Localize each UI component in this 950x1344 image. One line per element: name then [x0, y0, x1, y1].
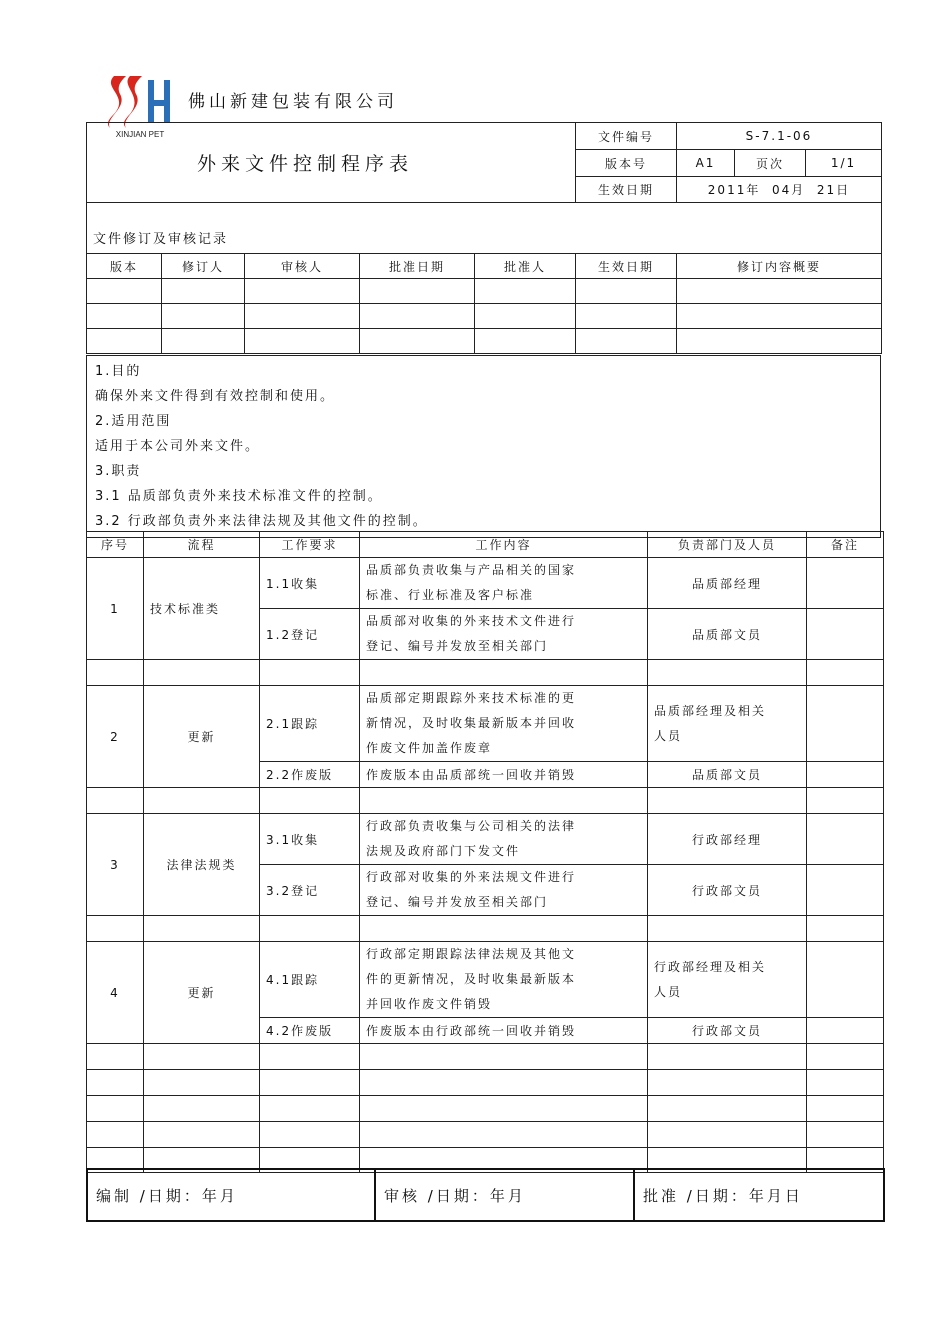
step-flow: 更新	[144, 942, 260, 1044]
revision-table	[86, 202, 882, 354]
col-content: 工作内容	[360, 532, 648, 558]
step-content: 品质部负责收集与产品相关的国家 标准、行业标准及客户标准	[360, 558, 648, 609]
step-department: 行政部文员	[648, 865, 807, 916]
step-flow: 技术标准类	[144, 558, 260, 660]
step-content: 行政部对收集的外来法规文件进行 登记、编号并发放至相关部门	[360, 865, 648, 916]
rev-col-version: 版本	[87, 254, 162, 279]
col-requirement: 工作要求	[260, 532, 360, 558]
doc-no-label: 文件编号	[576, 123, 677, 150]
date-value: 2011年 04月 21日	[677, 177, 882, 203]
document-title: 外来文件控制程序表	[87, 123, 576, 203]
table-row	[87, 686, 884, 762]
table-row	[87, 558, 884, 609]
table-row	[87, 304, 882, 329]
step-content: 行政部负责收集与公司相关的法律 法规及政府部门下发文件	[360, 814, 648, 865]
step-content: 品质部对收集的外来技术文件进行 登记、编号并发放至相关部门	[360, 609, 648, 660]
rev-col-approver: 批准人	[475, 254, 576, 279]
step-department: 品质部文员	[648, 762, 807, 788]
page-label: 页次	[735, 150, 806, 177]
date-label: 生效日期	[576, 177, 677, 203]
company-name: 佛山新建包装有限公司	[188, 92, 398, 112]
step-flow: 更新	[144, 686, 260, 788]
col-flow: 流程	[144, 532, 260, 558]
table-row	[87, 788, 884, 814]
step-requirement: 3.2登记	[260, 865, 360, 916]
scope-heading: 2.适用范围	[95, 414, 172, 429]
step-requirement: 2.2作废版	[260, 762, 360, 788]
step-requirement: 1.2登记	[260, 609, 360, 660]
step-requirement: 4.1跟踪	[260, 942, 360, 1018]
step-no: 3	[87, 814, 144, 916]
table-row	[87, 1122, 884, 1148]
step-department: 品质部经理及相关 人员	[648, 686, 807, 762]
purpose-scope-section	[86, 355, 881, 538]
version-value: A1	[677, 150, 735, 177]
col-department: 负责部门及人员	[648, 532, 807, 558]
table-row	[87, 916, 884, 942]
purpose-text: 确保外来文件得到有效控制和使用。	[95, 389, 336, 404]
col-no: 序号	[87, 532, 144, 558]
page-value: 1/1	[806, 150, 882, 177]
table-row	[87, 1070, 884, 1096]
rev-col-reviser: 修订人	[162, 254, 245, 279]
col-remark: 备注	[807, 532, 884, 558]
step-requirement: 4.2作废版	[260, 1018, 360, 1044]
rev-col-approve-date: 批准日期	[360, 254, 475, 279]
table-row	[87, 814, 884, 865]
step-requirement: 3.1收集	[260, 814, 360, 865]
duty-item-2: 3.2 行政部负责外来法律法规及其他文件的控制。	[95, 514, 428, 529]
table-row	[87, 1044, 884, 1070]
step-department: 行政部文员	[648, 1018, 807, 1044]
step-requirement: 1.1收集	[260, 558, 360, 609]
step-department: 品质部文员	[648, 609, 807, 660]
table-row	[87, 660, 884, 686]
table-row	[87, 942, 884, 1018]
duty-item-1: 3.1 品质部负责外来技术标准文件的控制。	[95, 489, 383, 504]
approved-by: 批准 /日期：年月日	[634, 1169, 884, 1221]
doc-no-value: S-7.1-06	[677, 123, 882, 150]
table-row	[87, 1096, 884, 1122]
step-content: 品质部定期跟踪外来技术标准的更 新情况，及时收集最新版本并回收 作废文件加盖作废章	[360, 686, 648, 762]
step-department: 品质部经理	[648, 558, 807, 609]
step-content: 作废版本由品质部统一回收并销毁	[360, 762, 648, 788]
step-no: 1	[87, 558, 144, 660]
rev-col-effective-date: 生效日期	[576, 254, 677, 279]
table-row	[87, 329, 882, 354]
signature-row	[86, 1168, 885, 1222]
prepared-by: 编制 /日期：年月	[87, 1169, 375, 1221]
procedure-table	[86, 531, 884, 1173]
version-label: 版本号	[576, 150, 677, 177]
step-no: 4	[87, 942, 144, 1044]
reviewed-by: 审核 /日期：年月	[375, 1169, 634, 1221]
scope-text: 适用于本公司外来文件。	[95, 439, 261, 454]
rev-col-summary: 修订内容概要	[677, 254, 882, 279]
step-no: 2	[87, 686, 144, 788]
step-department: 行政部经理	[648, 814, 807, 865]
svg-text:XINJIAN PET: XINJIAN PET	[115, 130, 165, 139]
step-department: 行政部经理及相关 人员	[648, 942, 807, 1018]
document-header	[86, 122, 882, 203]
rev-col-reviewer: 审核人	[245, 254, 360, 279]
step-flow: 法律法规类	[144, 814, 260, 916]
table-row	[87, 279, 882, 304]
duty-heading: 3.职责	[95, 464, 142, 479]
purpose-heading: 1.目的	[95, 364, 142, 379]
step-requirement: 2.1跟踪	[260, 686, 360, 762]
step-content: 行政部定期跟踪法律法规及其他文 件的更新情况，及时收集最新版本 并回收作废文件销毁	[360, 942, 648, 1018]
step-content: 作废版本由行政部统一回收并销毁	[360, 1018, 648, 1044]
revision-section-title: 文件修订及审核记录	[87, 203, 882, 254]
